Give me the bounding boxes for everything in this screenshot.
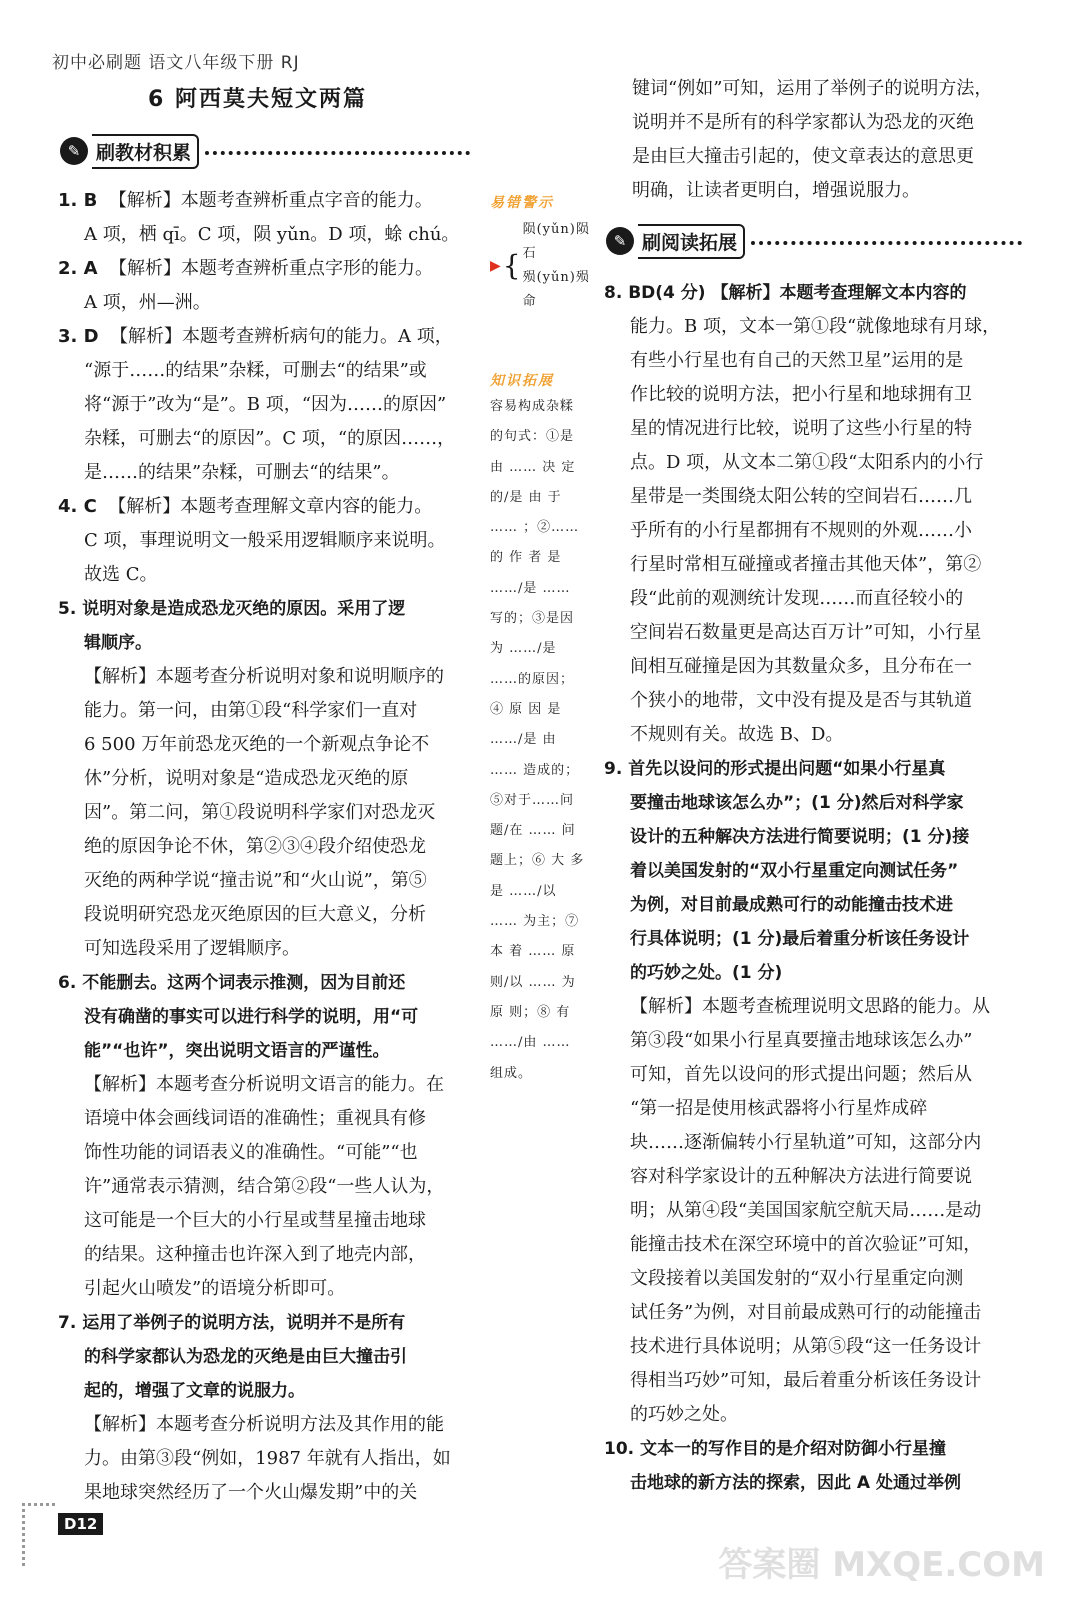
answer-text: 作比较的说明方法，把小行星和地球拥有卫 [630, 384, 972, 405]
answer-text: 段说明研究恐龙灭绝原因的巨大意义，分析 [84, 904, 426, 925]
answer-key: 要撞击地球该怎么办”；(1 分)然后对科学家 [630, 793, 964, 813]
section-label: 刷阅读拓展 [638, 224, 745, 259]
brace-icon: { [502, 249, 521, 282]
tip-line: …… 为主；⑦ [490, 914, 580, 930]
answer-key: 为例，对目前最成熟可行的动能撞击技术进 [630, 895, 953, 915]
answer-key: 8. BD(4 分) 【解析】本题考查理解文本内容的 [604, 283, 967, 303]
answer-text: 的结果。这种撞击也许深入到了地壳内部， [84, 1244, 426, 1265]
watermark: 答案圈 MXQE.COM [718, 1545, 1045, 1585]
answer-text: 【解析】本题考查分析说明文语言的能力。在 [84, 1074, 444, 1095]
answer-text: 【解析】本题考查梳理说明文思路的能力。从 [630, 996, 990, 1017]
running-head: 初中必刷题 语文八年级下册 RJ [52, 53, 300, 73]
left-column [58, 184, 474, 1510]
answer-text: 星的情况进行比较，说明了这些小行星的特 [630, 418, 972, 439]
answer-text: 【解析】本题考查辨析重点字音的能力。 [108, 190, 433, 211]
answer-text: 有些小行星也有自己的天然卫星”运用的是 [630, 350, 964, 371]
answer-text: 【解析】本题考查理解文章内容的能力。 [108, 496, 433, 517]
answer-text: “第一招是使用核武器将小行星炸成碎 [630, 1098, 928, 1119]
tip-title: 易错警示 [490, 195, 554, 211]
tip-line: …… 造成的； [490, 762, 580, 778]
answer-1 [58, 184, 474, 252]
pencil-icon: ✎ [606, 227, 634, 255]
answer-text: A 项，栖 qī。C 项，陨 yǔn。D 项，蜍 chú。 [84, 224, 460, 245]
answer-number: 4. C [58, 496, 97, 517]
answer-text: 键词“例如”可知，运用了举例子的说明方法， [632, 78, 993, 99]
tip-line: ……/是 由 [490, 732, 557, 748]
page-number: D12 [58, 1513, 103, 1535]
answer-text: 间相互碰撞是因为其数量众多，且分布在一 [630, 656, 972, 677]
tip-line: …… ；②…… [490, 520, 580, 536]
answer-key: 能”“也许”，突出说明文语言的严谨性。 [84, 1041, 390, 1061]
answer-text: 将“源于”改为“是”。B 项，“因为……的原因” [84, 394, 447, 415]
answer-text: 灭绝的两种学说“撞击说”和“火山说”，第⑤ [84, 870, 427, 891]
answer-text: 块……逐渐偏转小行星轨道”可知，这部分内 [630, 1132, 982, 1153]
answer-key: 行具体说明；(1 分)最后着重分析该任务设计 [630, 929, 970, 949]
answer-text: C 项，事理说明文一般采用逻辑顺序来说明。 [84, 530, 446, 551]
answer-text: 是由巨大撞击引起的，使文章表达的意思更 [632, 146, 974, 167]
answer-text: 是……的结果”杂糅，可删去“的结果”。 [84, 462, 400, 483]
tip-line: ④ 原 因 是 [490, 701, 562, 717]
answer-text: 明确，让读者更明白，增强说服力。 [632, 180, 920, 201]
answer-text: 语境中体会画线词语的准确性；重视具有修 [84, 1108, 426, 1129]
answer-8 [604, 276, 1022, 752]
arrow-icon: ▶ [490, 258, 501, 274]
answer-number: 1. B [58, 190, 98, 211]
answer-text: 可知，首先以设问的形式提出问题；然后从 [630, 1064, 972, 1085]
answer-text: 故选 C。 [84, 564, 158, 585]
tip-line: 陨(yǔn)陨石 [522, 222, 590, 261]
answer-text: 得相当巧妙”可知，最后着重分析该任务设计 [630, 1370, 982, 1391]
answer-text: 引起火山喷发”的语境分析即可。 [84, 1278, 346, 1299]
answer-text: 能力。B 项，文本一第①段“就像地球有月球， [630, 316, 1001, 337]
tip-line: 的 作 者 是 [490, 550, 562, 566]
answer-text: 果地球突然经历了一个火山爆发期”中的关 [84, 1482, 418, 1503]
tip-line: 题/在 …… 问 [490, 823, 576, 839]
sidebar-tip-error [490, 192, 600, 314]
answer-key: 10. 文本一的写作目的是介绍对防御小行星撞 [604, 1439, 947, 1459]
section-head-reading [606, 224, 1022, 258]
tip-line: 的/是 由 于 [490, 489, 562, 505]
answer-text: 点。D 项，从文本二第①段“太阳系内的小行 [630, 452, 984, 473]
answer-text: 空间岩石数量更是高达百万计”可知，小行星 [630, 622, 982, 643]
answer-number: 3. D [58, 326, 99, 347]
answer-text: 明；从第④段“美国国家航空航天局……是动 [630, 1200, 982, 1221]
answer-text: “源于……的结果”杂糅，可删去“的结果”或 [84, 360, 427, 381]
answer-text: 【解析】本题考查辨析病句的能力。A 项， [110, 326, 453, 347]
answer-text: 文段接着以美国发射的“双小行星重定向测 [630, 1268, 964, 1289]
tip-line: 题上；⑥ 大 多 [490, 853, 585, 869]
answer-text: 杂糅，可删去“的原因”。C 项，“的原因……， [84, 428, 456, 449]
pencil-icon: ✎ [60, 137, 88, 165]
answer-text: 饰性功能的词语表义的准确性。“可能”“也 [84, 1142, 418, 1163]
answer-text: 休”分析，说明对象是“造成恐龙灭绝的原 [84, 768, 409, 789]
answer-key: 5. 说明对象是造成恐龙灭绝的原因。采用了逻 [58, 599, 406, 619]
answer-3 [58, 320, 474, 490]
answer-text: 能撞击技术在深空环境中的首次验证”可知， [630, 1234, 982, 1255]
tip-line: 为 ……/是 [490, 641, 557, 657]
answer-text: 6 500 万年前恐龙灭绝的一个新观点争论不 [84, 734, 430, 755]
page-title: 6 阿西莫夫短文两篇 [148, 87, 367, 112]
right-column [604, 276, 1022, 1500]
tip-line: 是 ……/以 [490, 883, 557, 899]
answer-6 [58, 966, 474, 1306]
divider [751, 241, 1022, 245]
answer-text: 技术进行具体说明；从第⑤段“这一任务设计 [630, 1336, 982, 1357]
page-corner-dots [22, 1503, 55, 1566]
answer-text: 可知选段采用了逻辑顺序。 [84, 938, 300, 959]
tip-line: 本 着 …… 原 [490, 944, 576, 960]
answer-4 [58, 490, 474, 592]
answer-number: 2. A [58, 258, 98, 279]
tip-line: ⑤对于……问 [490, 792, 575, 808]
answer-key: 着以美国发射的“双小行星重定向测试任务” [630, 861, 959, 881]
answer-key: 击地球的新方法的探索，因此 A 处通过举例 [630, 1473, 961, 1493]
tip-line: 容易构成杂糅 [490, 399, 575, 414]
answer-text: 这可能是一个巨大的小行星或彗星撞击地球 [84, 1210, 426, 1231]
divider [205, 151, 470, 155]
answer-text: 容对科学家设计的五种解决方法进行简要说 [630, 1166, 972, 1187]
answer-2 [58, 252, 474, 320]
answer-text: 行星时常相互碰撞或者撞击其他天体”，第② [630, 554, 982, 575]
tip-line: ……/是 …… [490, 580, 571, 596]
answer-text: 能力。第一问，由第①段“科学家们一直对 [84, 700, 418, 721]
answer-10 [604, 1432, 1022, 1500]
answer-text: 许”通常表示猜测，结合第②段“一些人认为， [84, 1176, 445, 1197]
answer-text: 力。由第③段“例如，1987 年就有人指出，如 [84, 1448, 451, 1469]
answer-text: 【解析】本题考查辨析重点字形的能力。 [109, 258, 434, 279]
answer-text: 绝的原因争论不休，第②③④段介绍使恐龙 [84, 836, 426, 857]
answer-key: 6. 不能删去。这两个词表示推测，因为目前还 [58, 973, 406, 993]
answer-text: 乎所有的小行星都拥有不规则的外观……小 [630, 520, 972, 541]
answer-text: 不规则有关。故选 B、D。 [630, 724, 844, 745]
tip-line: ……的原因； [490, 671, 575, 687]
tip-line: 由 …… 决 定 [490, 459, 576, 475]
answer-text: 段“此前的观测统计发现……而直径较小的 [630, 588, 964, 609]
answer-key: 设计的五种解决方法进行简要说明；(1 分)接 [630, 827, 970, 847]
answer-text: 说明并不是所有的科学家都认为恐龙的灭绝 [632, 112, 974, 133]
section-label: 刷教材积累 [92, 134, 199, 169]
tip-line: 则/以 …… 为 [490, 974, 576, 990]
tip-body [490, 392, 594, 1089]
section-head-textbook [60, 134, 470, 168]
answer-text: 的巧妙之处。 [630, 1404, 738, 1425]
answer-text: 星带是一类围绕太阳公转的空间岩石……几 [630, 486, 972, 507]
answer-text: A 项，州—洲。 [84, 292, 211, 313]
answer-text: 【解析】本题考查分析说明对象和说明顺序的 [84, 666, 444, 687]
tip-line: 殒(yǔn)殒命 [522, 270, 590, 309]
answer-7 [58, 1306, 474, 1510]
answer-key: 起的，增强了文章的说服力。 [84, 1381, 305, 1401]
answer-key: 7. 运用了举例子的说明方法，说明并不是所有 [58, 1313, 406, 1333]
answer-text: 试任务”为例，对目前最成熟可行的动能撞击 [630, 1302, 982, 1323]
answer-5 [58, 592, 474, 966]
answer-text: 因”。第二问，第①段说明科学家们对恐龙灭 [84, 802, 436, 823]
right-column-top [606, 72, 1022, 208]
answer-key: 9. 首先以设问的形式提出问题“如果小行星真 [604, 759, 946, 779]
answer-text: 第③段“如果小行星真要撞击地球该怎么办” [630, 1030, 973, 1051]
answer-key: 辑顺序。 [84, 633, 152, 653]
answer-key: 的巧妙之处。(1 分) [630, 963, 783, 983]
tip-line: ……/由 …… [490, 1035, 571, 1051]
tip-title: 知识拓展 [490, 373, 554, 389]
answer-text: 【解析】本题考查分析说明方法及其作用的能 [84, 1414, 444, 1435]
answer-9 [604, 752, 1022, 1432]
tip-line: 组成。 [490, 1065, 533, 1081]
tip-line: 写的；③是因 [490, 611, 575, 627]
answer-text: 个狭小的地带，文中没有提及是否与其轨道 [630, 690, 972, 711]
sidebar-tip-knowledge [490, 370, 594, 1089]
answer-key: 的科学家都认为恐龙的灭绝是由巨大撞击引 [84, 1347, 407, 1367]
tip-line: 的句式：①是 [490, 429, 575, 445]
tip-line: 原 则；⑧ 有 [490, 1004, 571, 1020]
answer-key: 没有确凿的事实可以进行科学的说明，用“可 [84, 1007, 419, 1027]
